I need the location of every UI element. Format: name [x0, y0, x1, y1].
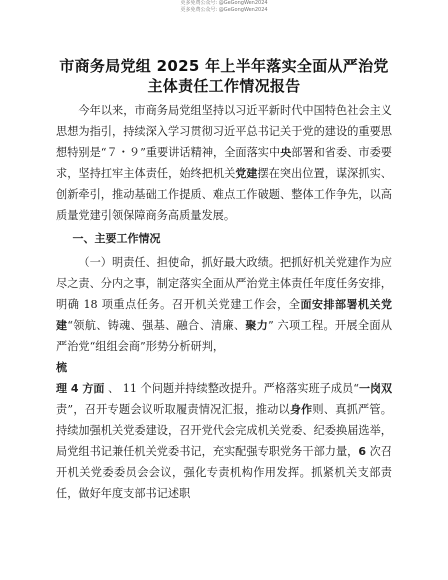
paragraph-text-run: ” 六项工程。开展全面从严治党“组组会商”形势分析研判，: [56, 319, 393, 353]
intro-bold-text: 央: [280, 146, 292, 159]
paragraph-text: [56, 357, 392, 378]
document-body: [56, 100, 392, 504]
document-title: [40, 56, 408, 96]
section-heading: 一、主要工作情况: [72, 232, 161, 245]
paragraph-bold-run: 梳: [56, 361, 67, 374]
intro-text: 今年以来，市商务局党组坚持以习近平新时代中国特色社会主义思想为指引，持续深入学习贯彻习近平总书记关于党的建设的重要思想特别是“７・９”重要讲话精神，全面落实中: [56, 104, 392, 159]
paragraph-text: [56, 378, 392, 504]
paragraph-text-run: “领航、铸魂、强基、融合、清廉、: [67, 319, 246, 332]
document-title-line-1: 市商务局党组 2025 年上半年落实全面从严治党: [59, 57, 389, 75]
paragraph-text-run: 责”，召开专题会议听取履责情况汇报，推动以: [56, 403, 290, 416]
paragraph-text: [56, 252, 392, 357]
paragraph-bold-run: 6: [358, 445, 367, 458]
paragraph-bold-run: 面安排部署机关党建: [56, 298, 393, 332]
watermark: [0, 0, 448, 14]
section-paragraph: [56, 252, 392, 504]
paragraph-text-run: 、 11 个问题并持续整改提升。严格落实班子成员“: [104, 382, 359, 395]
intro-text: 部署和省委、市委要求，坚持扛牢主体责任，始终把机关: [56, 146, 392, 180]
intro-paragraph: [56, 100, 392, 226]
paragraph-bold-run: 理 4 方面: [56, 382, 105, 395]
paragraph-text-run: 次召开机关党委委员会会议，强化专责机构作用发挥。抓紧机关支部责任，做好年度支部书记述职: [56, 445, 392, 500]
paragraph-text-run: （一）明责任、担使命，抓好最大政绩。把抓好机关党建作为应尽之责、分内之事，制定落实全面从严治党主体责任年度任务安排，明确 18 项重点任务。召开机关党建工作会，全: [56, 256, 392, 311]
paragraph-text-run: 则、真抓严管。持续加强机关党委建设，召开党代会完成机关党委、纪委换届选举，局党组书记兼任机关党委书记，充实配强专职党务干部力量，: [56, 403, 392, 458]
watermark-line: 更多免费公众号: @GeGongWen2024: [180, 0, 268, 6]
paragraph-bold-run: 聚力: [245, 319, 268, 332]
watermark-line: 更多免费公众号: @GeGongWen2024: [180, 7, 268, 13]
intro-bold-text: 党建: [235, 167, 258, 180]
document-title-line-2: 主体责任工作情况报告: [147, 77, 301, 95]
intro-text: 摆在突出位置，谋深抓实、创新牵引，推动基础工作提质、难点工作破题、整体工作争先，以高质量党建引领保障商务高质量发展。: [56, 167, 392, 222]
paragraph-bold-run: 身作: [289, 403, 313, 416]
paragraph-bold-run: 一岗双: [358, 382, 393, 395]
